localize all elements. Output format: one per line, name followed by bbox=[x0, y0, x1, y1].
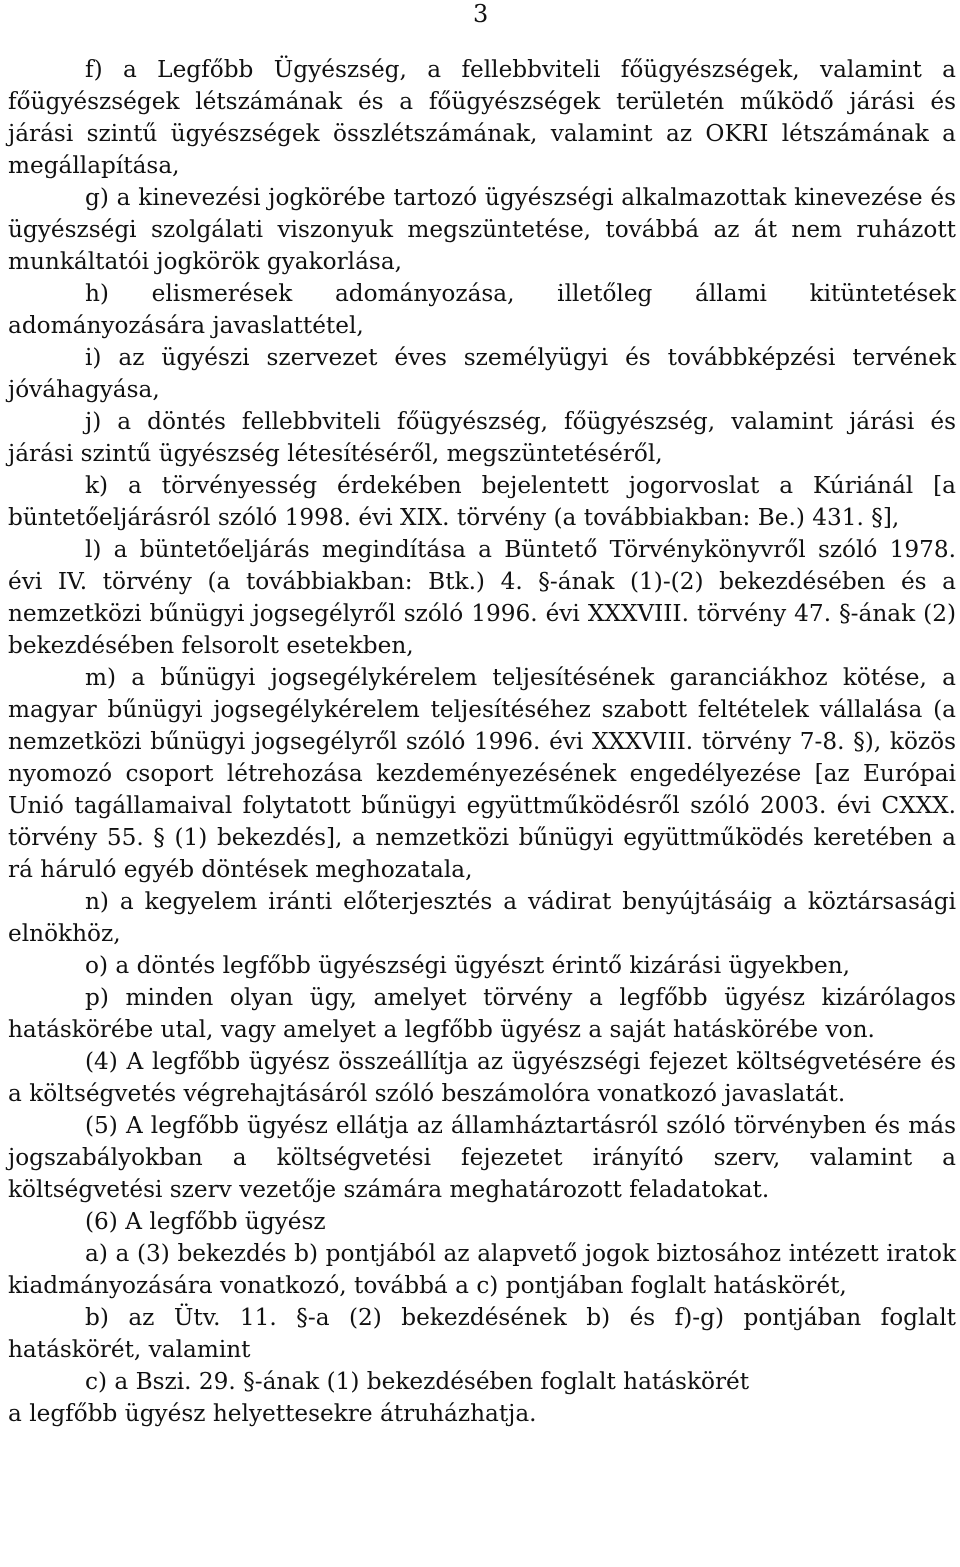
paragraph-n: n) a kegyelem iránti előterjesztés a vádirat benyújtásáig a köztársasági elnökhöz, bbox=[8, 888, 956, 947]
document-body bbox=[8, 54, 956, 1430]
paragraph-6-c: c) a Bszi. 29. §-ának (1) bekezdésében foglalt hatáskörét bbox=[85, 1368, 750, 1395]
paragraph-4: (4) A legfőbb ügyész összeállítja az ügyészségi fejezet költségvetésére és a költségvetés végrehajtásáról szóló beszámolóra vonatkozó javaslatát. bbox=[8, 1048, 956, 1107]
paragraph-j: j) a döntés fellebbviteli főügyészség, főügyészség, valamint járási és járási szintű ügyészség létesítéséről, megszüntetéséről, bbox=[8, 408, 956, 467]
paragraph-h: h) elismerések adományozása, illetőleg állami kitüntetések adományozására javaslattétel, bbox=[8, 280, 956, 339]
paragraph-6-b: b) az Ütv. 11. §-a (2) bekezdésének b) és f)-g) pontjában foglalt hatáskörét, valamint bbox=[8, 1304, 956, 1363]
paragraph-l: l) a büntetőeljárás megindítása a Büntető Törvénykönyvről szóló 1978. évi IV. törvény (a továbbiakban: Btk.) 4. §-ának (1)-(2) bekezdésében és a nemzetközi bűnügyi jogsegélyről szóló 1996. évi XXXVIII. törvény 47. §-ának (2) bekezdésében felsorolt esetekben, bbox=[8, 536, 956, 659]
paragraph-6: (6) A legfőbb ügyész bbox=[85, 1208, 326, 1235]
paragraph-6-a: a) a (3) bekezdés b) pontjából az alapvető jogok biztosához intézett iratok kiadmányozására vonatkozó, továbbá a c) pontjában foglalt hatáskörét, bbox=[8, 1240, 956, 1299]
paragraph-m: m) a bűnügyi jogsegélykérelem teljesítésének garanciákhoz kötése, a magyar bűnügyi jogsegélykérelem teljesítéséhez szabott feltételek vállalása (a nemzetközi bűnügyi jogsegélyről szóló 1996. évi XXXVIII. törvény 7-8. §), közös nyomozó csoport létrehozása kezdeményezésének engedélyezése [az Európai Unió tagállamaival folytatott bűnügyi együttműködésről szóló 2003. évi CXXX. törvény 55. § (1) bekezdés], a nemzetközi bűnügyi együttműködés keretében a rá háruló egyéb döntések meghozatala, bbox=[8, 664, 956, 883]
page-number: 3 bbox=[473, 0, 489, 28]
paragraph-closing: a legfőbb ügyész helyettesekre átruházhatja. bbox=[8, 1400, 537, 1427]
paragraph-k: k) a törvényesség érdekében bejelentett jogorvoslat a Kúriánál [a büntetőeljárásról szóló 1998. évi XIX. törvény (a továbbiakban: Be.) 431. §], bbox=[8, 472, 956, 531]
paragraph-p: p) minden olyan ügy, amelyet törvény a legfőbb ügyész kizárólagos hatáskörébe utal, vagy amelyet a legfőbb ügyész a saját hatáskörébe von. bbox=[8, 984, 956, 1043]
paragraph-5: (5) A legfőbb ügyész ellátja az államháztartásról szóló törvényben és más jogszabályokban a költségvetési fejezetet irányító szerv, valamint a költségvetési szerv vezetője számára meghatározott feladatokat. bbox=[8, 1112, 956, 1203]
paragraph-g: g) a kinevezési jogkörébe tartozó ügyészségi alkalmazottak kinevezése és ügyészségi szolgálati viszonyuk megszüntetése, továbbá az át nem ruházott munkáltatói jogkörök gyakorlása, bbox=[8, 184, 956, 275]
paragraph-i: i) az ügyészi szervezet éves személyügyi és továbbképzési tervének jóváhagyása, bbox=[8, 344, 956, 403]
paragraph-f: f) a Legfőbb Ügyészség, a fellebbviteli főügyészségek, valamint a főügyészségek létszámának és a főügyészségek területén működő járási és járási szintű ügyészségek összlétszámának, valamint az OKRI létszámának a megállapítása, bbox=[8, 56, 956, 179]
paragraph-o: o) a döntés legfőbb ügyészségi ügyészt érintő kizárási ügyekben, bbox=[85, 952, 850, 979]
